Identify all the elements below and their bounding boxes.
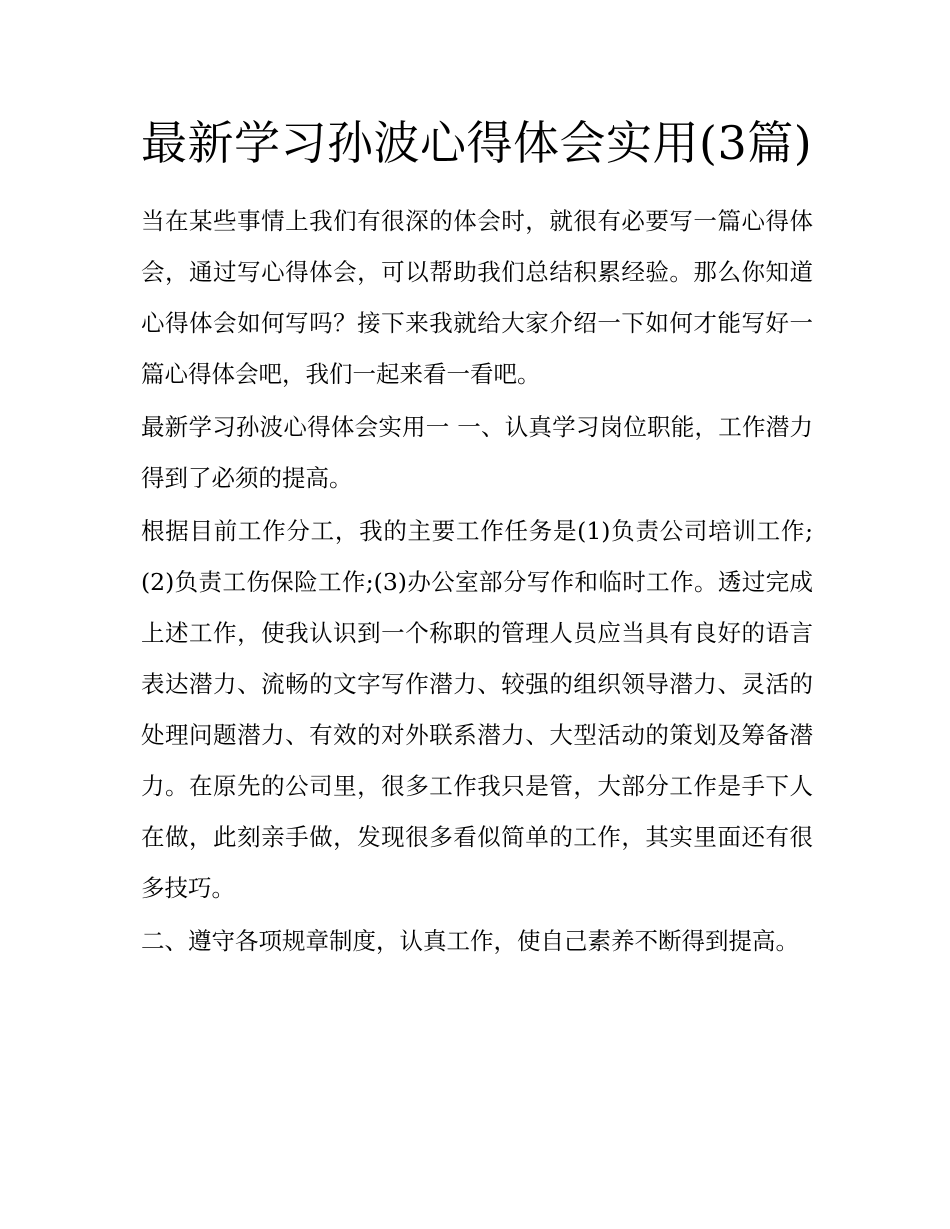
section-one-heading-paragraph: 最新学习孙波心得体会实用一 一、认真学习岗位职能，工作潜力得到了必须的提高。 [141, 413, 813, 492]
section-two-heading-paragraph: 二、遵守各项规章制度，认真工作，使自己素养不断得到提高。 [141, 927, 799, 955]
intro-paragraph: 当在某些事情上我们有很深的体会时，就很有必要写一篇心得体会，通过写心得体会，可以帮助我们总结积累经验。那么你知道心得体会如何写吗？接下来我就给大家介绍一下如何才能写好一篇心得体会吧，我们一起来看一看吧。 [141, 207, 813, 388]
document-title: 最新学习孙波心得体会实用(3篇) [141, 116, 813, 170]
work-duties-paragraph: 根据目前工作分工，我的主要工作任务是(1)负责公司培训工作;(2)负责工伤保险工作;(3)办公室部分写作和临时工作。透过完成上述工作，使我认识到一个称职的管理人员应当具有良好的语言表达潜力、流畅的文字写作潜力、较强的组织领导潜力、灵活的处理问题潜力、有效的对外联系潜力、大型活动的策划及筹备潜力。在原先的公司里，很多工作我只是管，大部分工作是手下人在做，此刻亲手做，发现很多看似简单的工作，其实里面还有很多技巧。 [141, 517, 813, 902]
document-body [141, 112, 813, 969]
